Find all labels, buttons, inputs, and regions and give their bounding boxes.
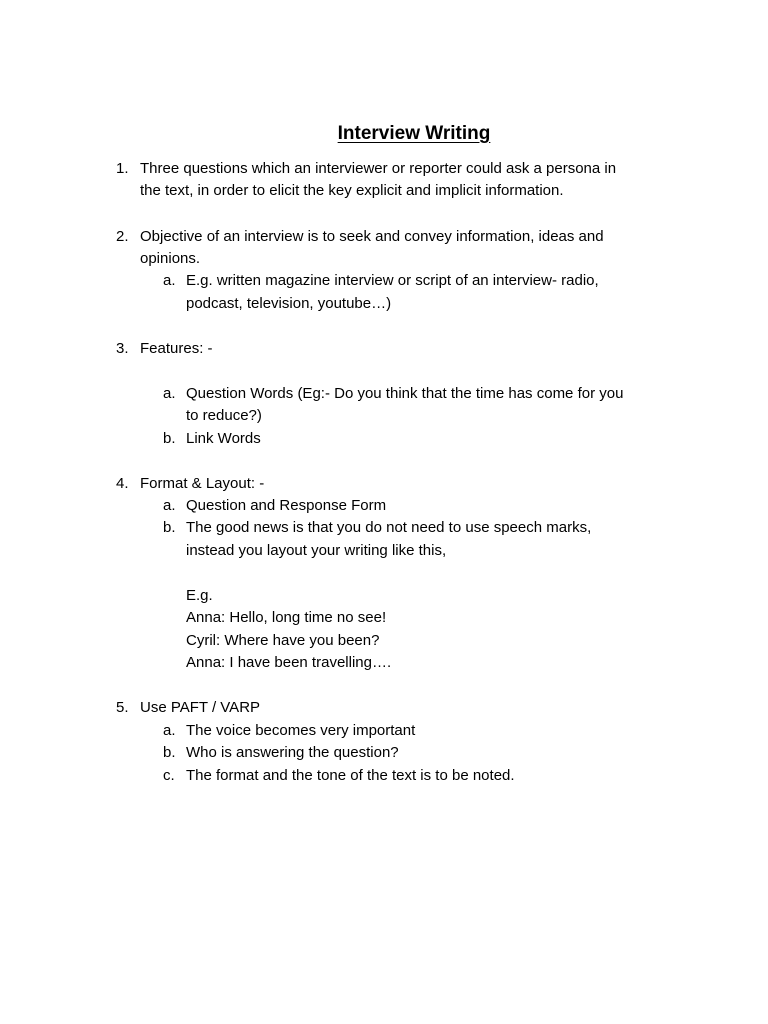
item-4a-marker: a. [163, 497, 176, 514]
item-1-line-1: Three questions which an interviewer or reporter could ask a persona in [140, 160, 617, 177]
item-4-marker: 4. [116, 475, 129, 492]
item-5-line-1: Use PAFT / VARP [140, 699, 261, 716]
item-2-marker: 2. [116, 228, 129, 245]
item-1-marker: 1. [116, 160, 129, 177]
item-4b-marker: b. [163, 519, 176, 536]
example-line-2: Anna: Hello, long time no see! [186, 609, 387, 626]
item-5b-line-1: Who is answering the question? [186, 744, 399, 761]
item-2a-line-2: podcast, television, youtube…) [186, 295, 392, 312]
page-title: Interview Writing [337, 123, 491, 144]
item-3a-line-2: to reduce?) [186, 407, 262, 424]
item-3-marker: 3. [116, 340, 129, 357]
item-2a-marker: a. [163, 272, 176, 289]
item-5-marker: 5. [116, 699, 129, 716]
item-5c-line-1: The format and the tone of the text is to be noted. [186, 767, 515, 784]
example-line-4: Anna: I have been travelling…. [186, 654, 392, 671]
item-4a-line-1: Question and Response Form [186, 497, 387, 514]
item-1-line-2: the text, in order to elicit the key explicit and implicit information. [140, 182, 564, 199]
item-3a-line-1: Question Words (Eg:- Do you think that the time has come for you [186, 385, 624, 402]
item-3a-marker: a. [163, 385, 176, 402]
item-3b-line-1: Link Words [186, 430, 261, 447]
item-3-line-1: Features: - [140, 340, 213, 357]
item-4b-line-1: The good news is that you do not need to use speech marks, [186, 519, 592, 536]
item-2-line-1: Objective of an interview is to seek and convey information, ideas and [140, 228, 604, 245]
item-5c-marker: c. [163, 767, 175, 784]
item-2a-line-1: E.g. written magazine interview or script of an interview- radio, [186, 272, 599, 289]
item-5a-marker: a. [163, 722, 176, 739]
item-4b-line-2: instead you layout your writing like this, [186, 542, 447, 559]
example-line-3: Cyril: Where have you been? [186, 632, 380, 649]
item-4-line-1: Format & Layout: - [140, 475, 265, 492]
item-3b-marker: b. [163, 430, 176, 447]
item-5b-marker: b. [163, 744, 176, 761]
item-2-line-2: opinions. [140, 250, 201, 267]
item-5a-line-1: The voice becomes very important [186, 722, 416, 739]
example-line-1: E.g. [186, 587, 213, 604]
